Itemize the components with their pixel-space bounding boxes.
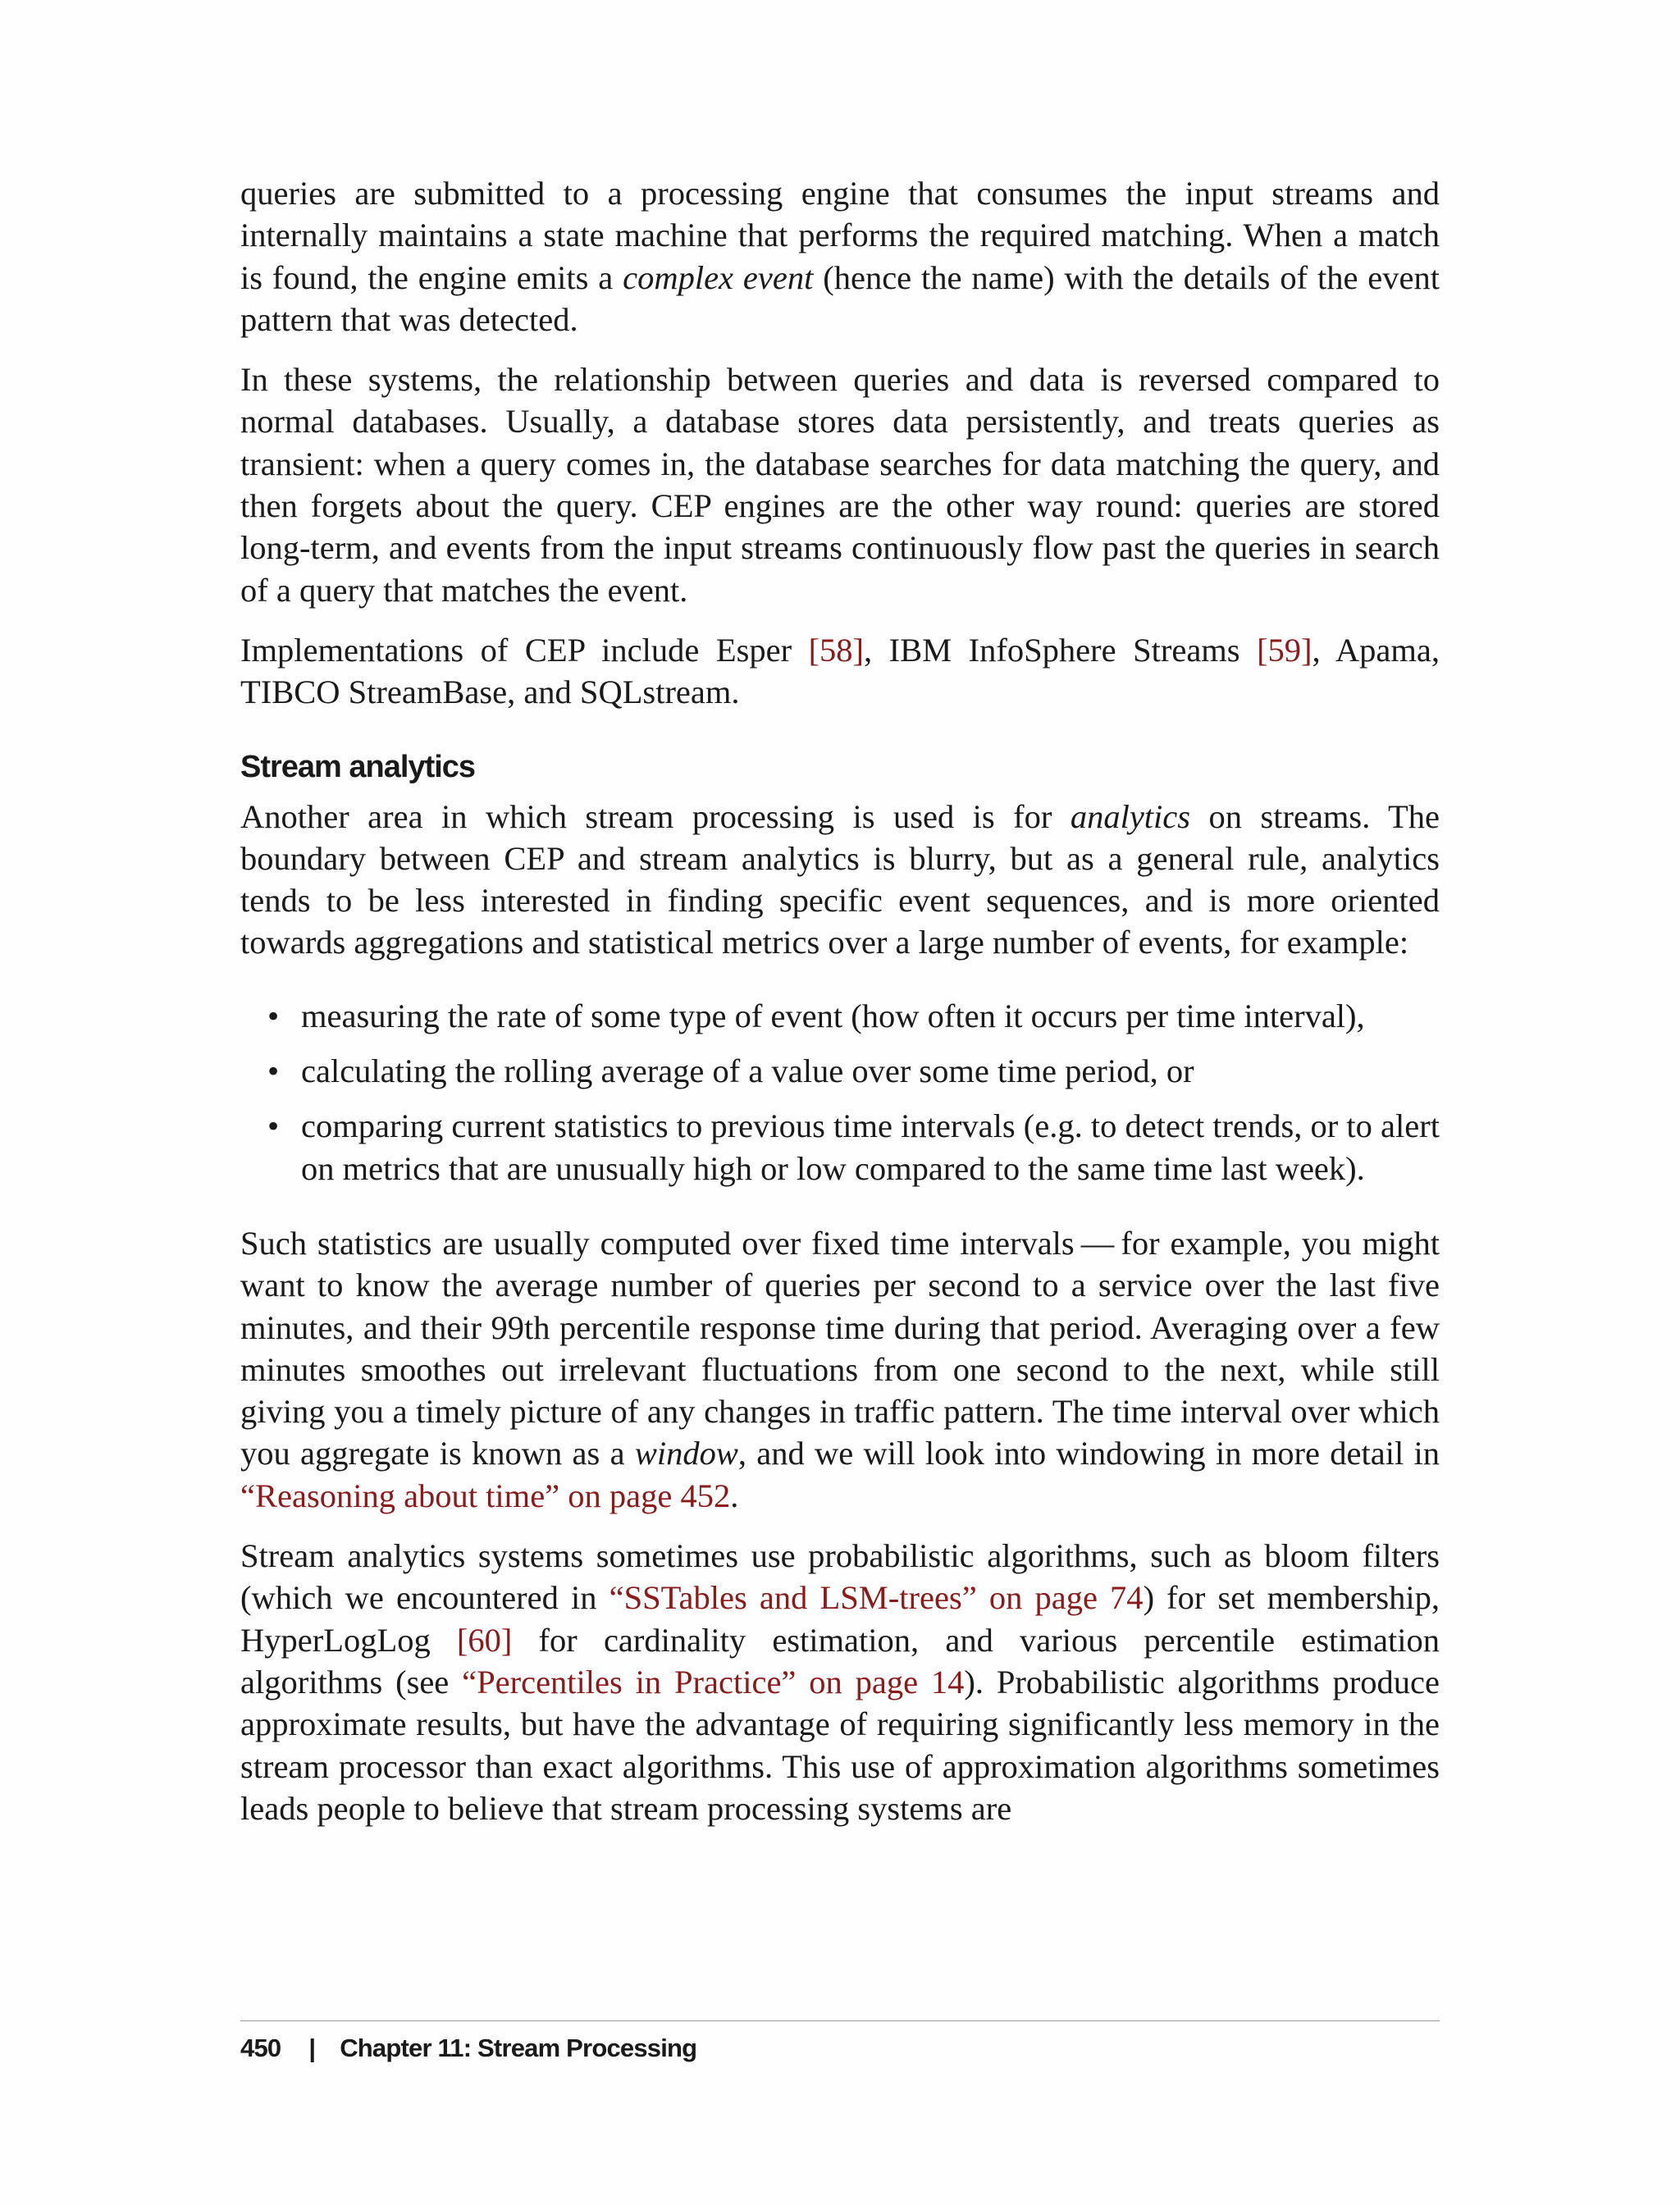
paragraph-probabilistic-algorithms: Stream analytics systems sometimes use probabilistic algorithms, such as bloom filters (which we encountered in “SSTables and LSM-trees” on page 74) for set membership, HyperLogLog [60] for cardinality estimation, and various percentile estimation algorithms (see “Percentiles in Practice” on page 14). Probabilistic algorithms produce approximate results, but have the advantage of requiring significantly less memory in the stream processor than exact algorithms. This use of approximation algorithms sometimes leads people to believe that stream processing systems are <box>240 1537 1440 1827</box>
list-item: • comparing current statistics to previous time intervals (e.g. to detect trends, or to alert on metrics that are unusually high or low compared to the same time last week). <box>240 1105 1440 1189</box>
citation-58-link[interactable]: [58] <box>808 631 865 669</box>
bullet-icon: • <box>267 1052 280 1090</box>
chapter-title: Chapter 11: Stream Processing <box>340 2034 697 2062</box>
citation-59-link[interactable]: [59] <box>1257 631 1312 669</box>
link-percentiles-in-practice[interactable]: “Percentiles in Practice” on page 14 <box>462 1663 965 1701</box>
list-item: • measuring the rate of some type of event (how often it occurs per time interval), <box>240 995 1440 1037</box>
page-number: 450 <box>240 2034 281 2062</box>
footer-separator: | <box>308 2034 316 2062</box>
section-heading-stream-analytics: Stream analytics <box>240 749 476 784</box>
page-content <box>240 172 1440 1847</box>
paragraph-cep-implementations: Implementations of CEP include Esper [58], IBM InfoSphere Streams [59], Apama, TIBCO StreamBase, and SQLstream. <box>240 631 1440 711</box>
emphasis-window: window <box>634 1435 738 1472</box>
bullet-list <box>240 995 1440 1189</box>
page-footer <box>240 2031 696 2066</box>
paragraph-analytics-intro: Another area in which stream processing is used is for analytics on streams. The boundary between CEP and stream analytics is blurry, but as a general rule, analytics tends to be less interested in finding specific event sequences, and is more oriented towards aggregations and statistical metrics over a large number of events, for example: <box>240 797 1440 961</box>
paragraph-queries-reversed: In these systems, the relationship between queries and data is reversed compared to normal databases. Usually, a database stores data persistently, and treats queries as transient: when a query comes in, the database searches for data matching the query, and then forgets about the query. CEP engines are the other way round: queries are stored long-term, and events from the input streams continuously flow past the queries in search of a query that matches the event. <box>240 361 1440 609</box>
paragraph-statistics-window: Such statistics are usually computed over fixed time intervals — for example, you might want to know the average number of queries per second to a service over the last five minutes, and their 99th percentile response time during that period. Averaging over a few minutes smoothes out irrelevant fluctuations from one second to the next, while still giving you a timely picture of any changes in traffic pattern. The time interval over which you aggregate is known as a window, and we will look into windowing in more detail in “Reasoning about time” on page 452. <box>240 1224 1440 1514</box>
bullet-icon: • <box>267 997 280 1034</box>
link-sstables-lsm-trees[interactable]: “SSTables and LSM-trees” on page 74 <box>609 1579 1144 1617</box>
list-item: • calculating the rolling average of a value over some time period, or <box>240 1050 1440 1092</box>
link-reasoning-about-time[interactable]: “Reasoning about time” on page 452 <box>240 1477 731 1514</box>
citation-60-link[interactable]: [60] <box>456 1621 513 1659</box>
paragraph-cep-engine: queries are submitted to a processing engine that consumes the input streams and internally maintains a state machine that performs the required matching. When a match is found, the engine emits a complex event (hence the name) with the details of the event pattern that was detected. <box>240 175 1440 338</box>
emphasis-complex-event: complex event <box>623 258 814 296</box>
footer-divider <box>240 2020 1440 2021</box>
emphasis-analytics: analytics <box>1070 797 1191 835</box>
bullet-icon: • <box>267 1107 280 1145</box>
